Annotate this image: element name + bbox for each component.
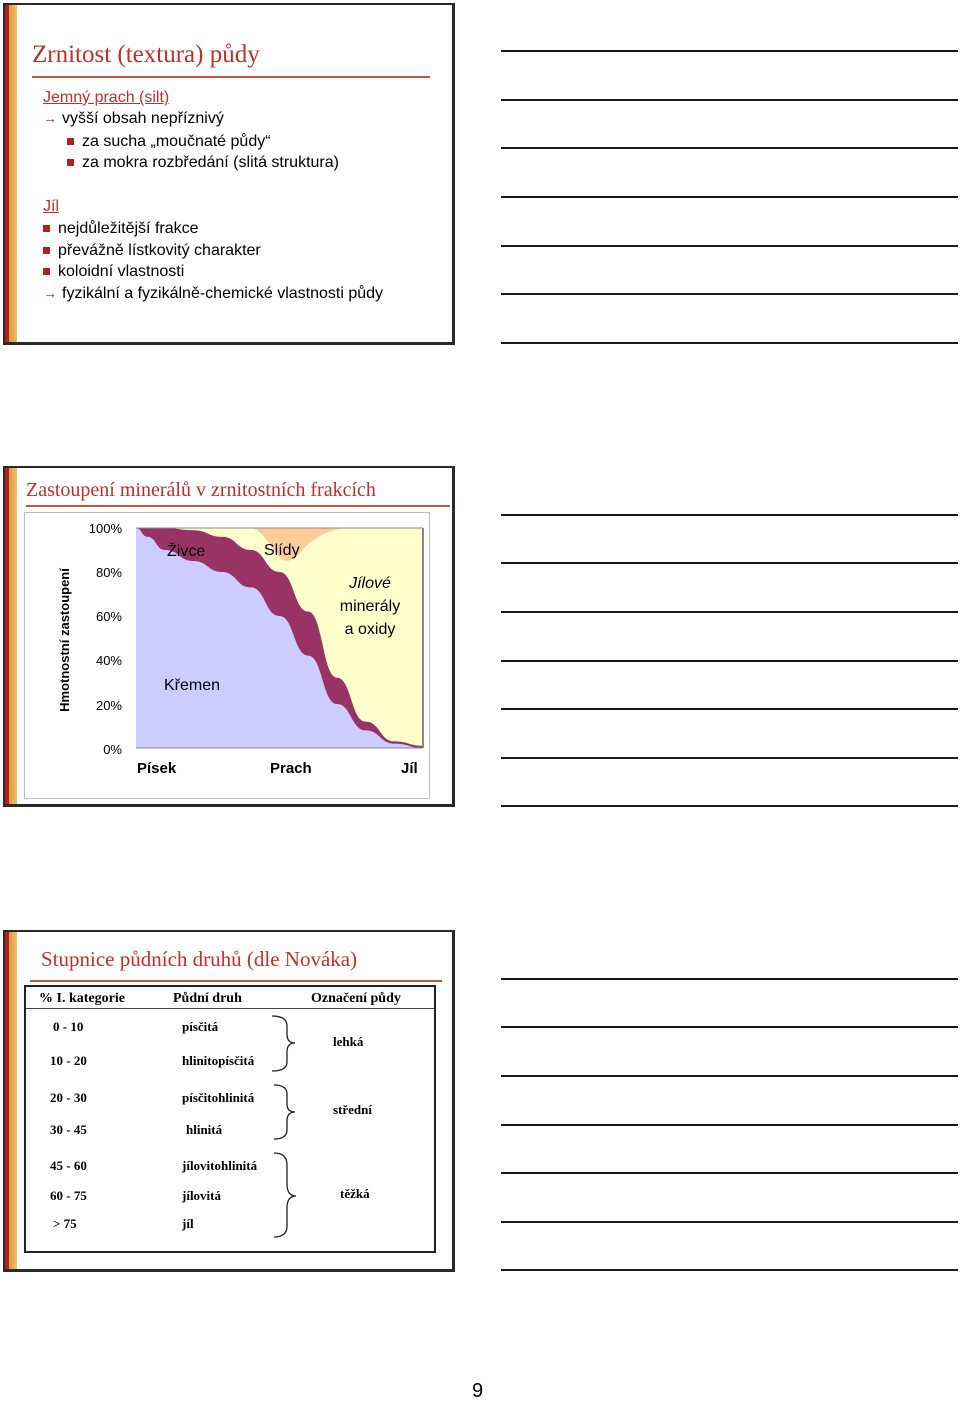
note-line (501, 196, 958, 198)
note-line (501, 757, 958, 759)
group-heavy: těžká (340, 1186, 370, 1201)
header-soil-type: Půdní druh (173, 991, 242, 1006)
clay-arrow-text: fyzikální a fyzikálně-chemické vlastnosti půdy (62, 285, 384, 302)
y-axis-label: Hmotnostní zastoupení (57, 568, 72, 712)
label-clay-minerals: a oxidy (344, 621, 396, 638)
y-tick-label: 80% (95, 565, 122, 580)
row-soil: jílovitohlinitá (182, 1158, 258, 1173)
row-soil: hlinitopísčitá (182, 1053, 255, 1068)
row-range: 10 - 20 (50, 1053, 87, 1068)
y-tick-label: 100% (88, 521, 122, 536)
x-tick-label: Písek (137, 760, 177, 777)
group-light: lehká (333, 1034, 364, 1049)
row-soil: hlinitá (186, 1122, 223, 1137)
header-category: % I. kategorie (39, 991, 125, 1006)
note-line (501, 1124, 958, 1126)
row-soil: jílovitá (182, 1188, 221, 1203)
clay-heading: Jíl (43, 198, 59, 215)
slide-title: Zastoupení minerálů v zrnitostních frakcích (26, 479, 376, 501)
row-range: > 75 (53, 1216, 77, 1231)
row-range: 20 - 30 (50, 1090, 87, 1105)
row-range: 45 - 60 (50, 1158, 87, 1173)
silt-bullet-2: za mokra rozbředání (slitá struktura) (67, 154, 339, 172)
slide-title: Stupnice půdních druhů (dle Nováka) (41, 947, 358, 971)
note-line (501, 514, 958, 516)
clay-bullet-2: převážně lístkovitý charakter (43, 242, 261, 260)
note-line (501, 978, 958, 980)
y-tick-label: 60% (95, 609, 122, 624)
label-clay-minerals: minerály (339, 598, 401, 615)
label-quartz: Křemen (164, 677, 221, 694)
note-line (501, 1075, 958, 1077)
clay-bullet-3: koloidní vlastnosti (43, 263, 184, 281)
note-line (501, 245, 958, 247)
page-number: 9 (472, 1380, 484, 1402)
row-soil: jíl (182, 1216, 194, 1231)
note-line (501, 50, 958, 52)
label-micas: Slídy (264, 542, 300, 559)
note-line (501, 1221, 958, 1223)
clay-bullet-1: nejdůležitější frakce (43, 220, 199, 238)
x-tick-label: Prach (270, 760, 312, 777)
note-line (501, 611, 958, 613)
note-line (501, 1026, 958, 1028)
title-underline (30, 980, 442, 982)
row-soil: písčitá (182, 1019, 219, 1034)
row-soil: písčitohlinitá (182, 1090, 255, 1105)
note-line (501, 1269, 958, 1271)
label-clay-minerals: Jílové (349, 575, 391, 592)
note-line (501, 562, 958, 564)
row-range: 30 - 45 (50, 1122, 87, 1137)
note-line (501, 1172, 958, 1174)
silt-heading: Jemný prach (silt) (43, 89, 170, 106)
note-line (501, 805, 958, 807)
header-rule (26, 1008, 434, 1009)
arrow-icon: → (43, 285, 57, 301)
silt-bullet-1: za sucha „moučnaté půdy“ (67, 133, 271, 151)
y-tick-label: 20% (95, 698, 122, 713)
note-line (501, 708, 958, 710)
x-tick-label: Jíl (401, 760, 418, 777)
row-range: 60 - 75 (50, 1188, 87, 1203)
note-line (501, 99, 958, 101)
scale-table (24, 985, 436, 1253)
note-line (501, 293, 958, 295)
note-line (501, 147, 958, 149)
note-line (501, 660, 958, 662)
group-medium: střední (333, 1102, 372, 1117)
y-tick-label: 40% (95, 653, 122, 668)
slide-stripe (5, 932, 17, 1269)
y-tick-label: 0% (103, 742, 122, 757)
silt-arrow-text: vyšší obsah nepříznivý (62, 110, 224, 127)
arrow-icon: → (43, 110, 57, 126)
slide-title: Zrnitost (textura) půdy (32, 41, 260, 68)
row-range: 0 - 10 (53, 1019, 84, 1034)
header-designation: Označení půdy (311, 991, 401, 1006)
label-feldspars: Živce (167, 543, 206, 560)
note-line (501, 342, 958, 344)
